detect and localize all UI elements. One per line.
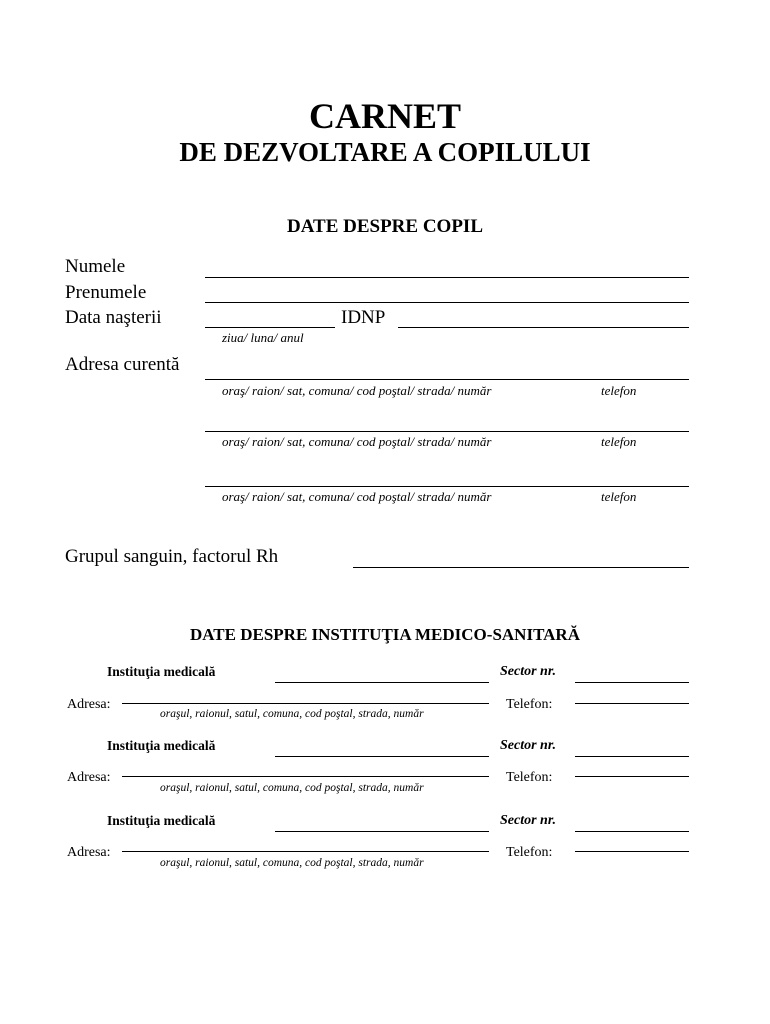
address-field-2[interactable]	[205, 431, 689, 432]
sector-label-1: Sector nr.	[500, 664, 557, 679]
sector-field-1[interactable]	[575, 682, 689, 683]
birth-date-label: Data naşterii	[65, 307, 162, 328]
child-section-heading: DATE DESPRE COPIL	[286, 216, 483, 237]
institution-field-3[interactable]	[275, 831, 489, 832]
name-label: Numele	[65, 256, 126, 277]
surname-field[interactable]	[205, 302, 689, 303]
phone-label-3: Telefon:	[506, 845, 553, 860]
document-subtitle: DE DEZVOLTARE A COPILULUI	[179, 137, 591, 167]
phone-hint-1: telefon	[601, 383, 637, 398]
phone-label-1: Telefon:	[506, 697, 553, 712]
phone-hint-3: telefon	[601, 489, 637, 504]
birth-date-hint: ziua/ luna/ anul	[222, 330, 304, 345]
sector-field-2[interactable]	[575, 756, 689, 757]
idnp-field[interactable]	[398, 327, 689, 328]
institution-address-field-2[interactable]	[122, 776, 489, 777]
phone-hint-2: telefon	[601, 434, 637, 449]
name-field[interactable]	[205, 277, 689, 278]
sector-label-3: Sector nr.	[500, 813, 557, 828]
surname-label: Prenumele	[65, 282, 147, 303]
blood-group-field[interactable]	[353, 567, 689, 568]
institution-address-hint-1: oraşul, raionul, satul, comuna, cod poştal, strada, număr	[160, 708, 424, 720]
phone-label-2: Telefon:	[506, 770, 553, 785]
address-hint-3: oraş/ raion/ sat, comuna/ cod poştal/ strada/ număr	[222, 489, 492, 504]
institution-label-3: Instituţia medicală	[107, 813, 216, 828]
address-label-3: Adresa:	[67, 845, 111, 860]
sector-field-3[interactable]	[575, 831, 689, 832]
address-label-2: Adresa:	[67, 770, 111, 785]
address-hint-2: oraş/ raion/ sat, comuna/ cod poştal/ strada/ număr	[222, 434, 492, 449]
current-address-label: Adresa curentă	[65, 354, 180, 375]
birth-date-field[interactable]	[205, 327, 335, 328]
institution-section-heading: DATE DESPRE INSTITUŢIA MEDICO-SANITARĂ	[190, 625, 580, 644]
institution-label-1: Instituţia medicală	[107, 664, 216, 679]
institution-phone-field-1[interactable]	[575, 703, 689, 704]
institution-field-1[interactable]	[275, 682, 489, 683]
institution-phone-field-3[interactable]	[575, 851, 689, 852]
idnp-label: IDNP	[341, 307, 386, 328]
address-hint-1: oraş/ raion/ sat, comuna/ cod poştal/ strada/ număr	[222, 383, 492, 398]
institution-phone-field-2[interactable]	[575, 776, 689, 777]
address-label-1: Adresa:	[67, 697, 111, 712]
blood-group-label: Grupul sanguin, factorul Rh	[65, 546, 279, 567]
document-title: CARNET	[308, 96, 461, 136]
institution-address-hint-2: oraşul, raionul, satul, comuna, cod poştal, strada, număr	[160, 782, 424, 794]
sector-label-2: Sector nr.	[500, 738, 557, 753]
institution-address-hint-3: oraşul, raionul, satul, comuna, cod poştal, strada, număr	[160, 857, 424, 869]
institution-field-2[interactable]	[275, 756, 489, 757]
institution-address-field-1[interactable]	[122, 703, 489, 704]
institution-label-2: Instituţia medicală	[107, 738, 216, 753]
address-field-3[interactable]	[205, 486, 689, 487]
institution-address-field-3[interactable]	[122, 851, 489, 852]
address-field-1[interactable]	[205, 379, 689, 380]
